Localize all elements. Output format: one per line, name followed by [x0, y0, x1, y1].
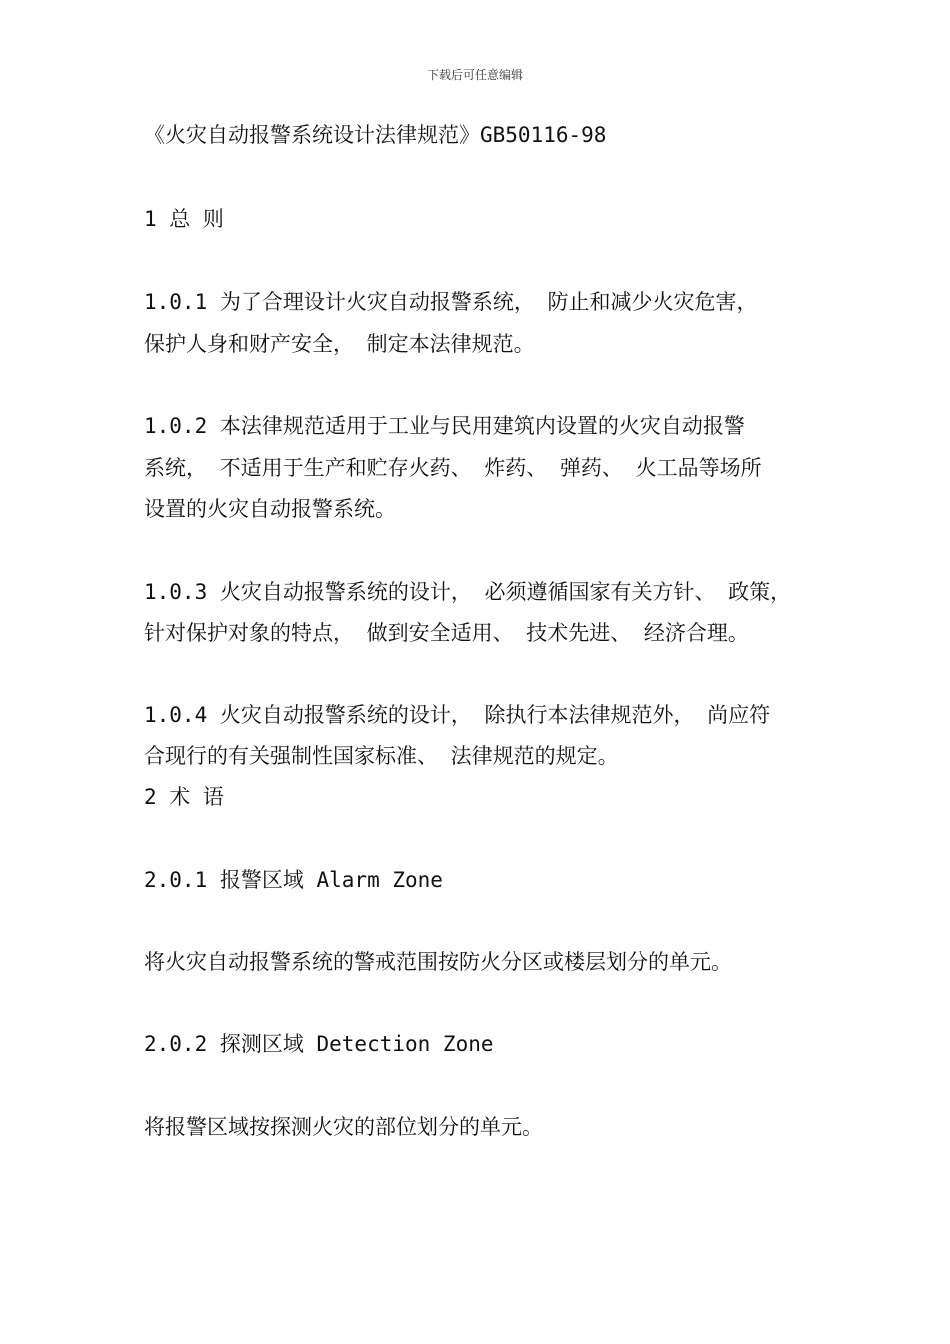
document-title: 《火灾自动报警系统设计法律规范》GB50116-98: [144, 123, 607, 147]
clause-1-0-2-line-2: 系统， 不适用于生产和贮存火药、 炸药、 弹药、 火工品等场所: [144, 456, 762, 480]
definition-2-0-2: 将报警区域按探测火灾的部位划分的单元。: [144, 1115, 543, 1139]
section-heading-1: 1 总 则: [144, 207, 224, 231]
term-2-0-1: 2.0.1 报警区域 Alarm Zone: [144, 868, 443, 892]
clause-1-0-3-line-2: 针对保护对象的特点， 做到安全适用、 技术先进、 经济合理。: [144, 621, 749, 645]
section-heading-2: 2 术 语: [144, 785, 224, 809]
clause-1-0-4-line-1: 1.0.4 火灾自动报警系统的设计， 除执行本法律规范外， 尚应符: [144, 703, 771, 727]
clause-1-0-1-line-2: 保护人身和财产安全， 制定本法律规范。: [144, 332, 535, 356]
term-2-0-2: 2.0.2 探测区域 Detection Zone: [144, 1032, 494, 1056]
page-header: 下载后可任意编辑: [426, 68, 523, 82]
clause-1-0-2-line-1: 1.0.2 本法律规范适用于工业与民用建筑内设置的火灾自动报警: [144, 414, 745, 438]
clause-1-0-2-line-3: 设置的火灾自动报警系统。: [144, 497, 396, 521]
clause-1-0-1-line-1: 1.0.1 为了合理设计火灾自动报警系统， 防止和减少火灾危害，: [144, 290, 758, 314]
definition-2-0-1: 将火灾自动报警系统的警戒范围按防火分区或楼层划分的单元。: [144, 950, 732, 974]
clause-1-0-3-line-1: 1.0.3 火灾自动报警系统的设计， 必须遵循国家有关方针、 政策，: [144, 580, 792, 604]
clause-1-0-4-line-2: 合现行的有关强制性国家标准、 法律规范的规定。: [144, 744, 619, 768]
